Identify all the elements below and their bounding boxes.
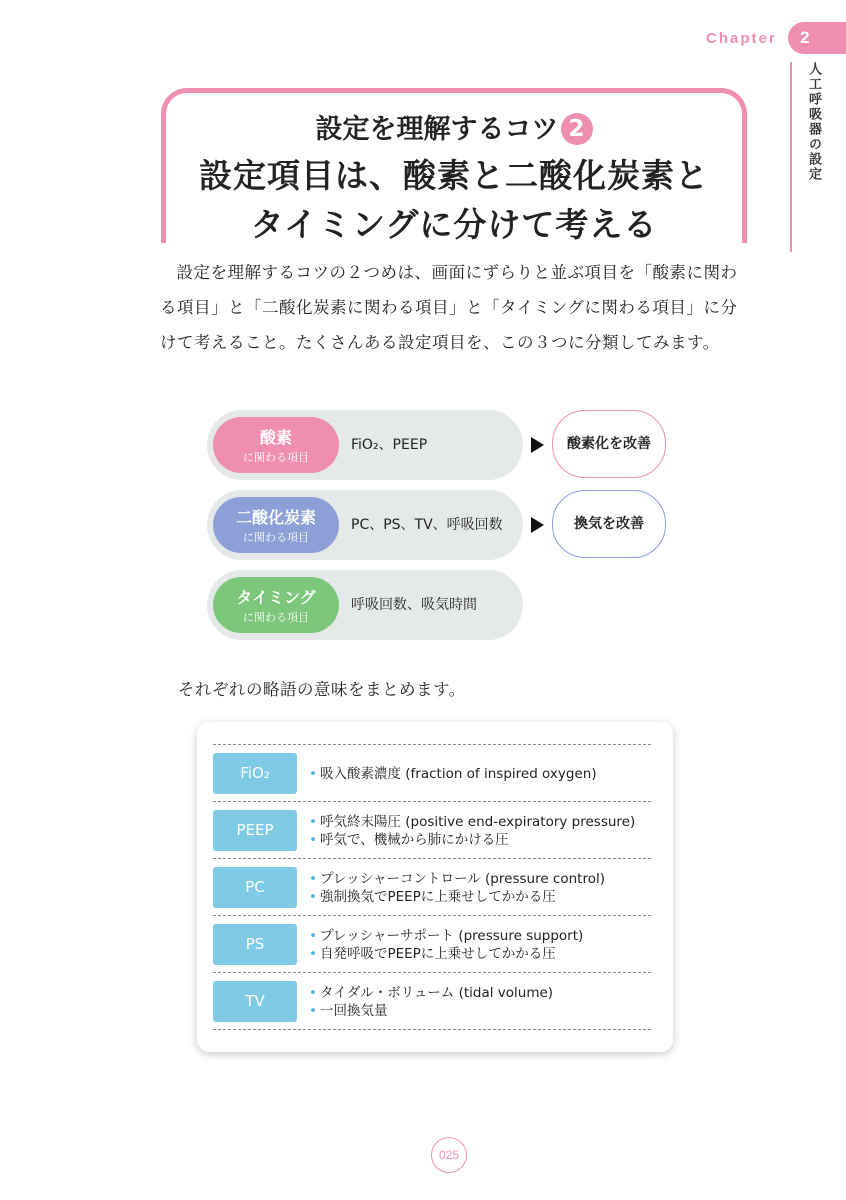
abbr-key: PS: [213, 924, 297, 965]
bullet-icon: •: [309, 765, 317, 782]
bullet-icon: •: [309, 813, 317, 830]
abbreviation-card: [197, 722, 673, 1052]
abbr-definition-text: タイダル・ボリューム (tidal volume): [319, 984, 554, 1001]
title-kicker-text: 設定を理解するコツ: [315, 114, 559, 145]
abbr-definition: [309, 870, 605, 888]
category-pill-timing: [213, 577, 339, 633]
abbr-definition-text: プレッシャーコントロール (pressure control): [319, 870, 605, 887]
abbr-row-tv: [213, 972, 651, 1030]
category-pill-oxygen: [213, 417, 339, 473]
category-row-oxygen: [207, 410, 523, 480]
abbr-definition-text: 強制換気でPEEPに上乗せしてかかる圧: [319, 888, 556, 905]
abbr-definition: [309, 765, 597, 783]
abbr-definition: [309, 813, 635, 831]
abbr-row-peep: [213, 801, 651, 859]
abbr-row-pc: [213, 858, 651, 916]
arrow-right-icon: [531, 517, 544, 533]
category-name: タイミング: [236, 588, 316, 607]
result-ventilation: 換気を改善: [552, 490, 666, 558]
abbr-definitions: [309, 916, 583, 973]
abbr-key: FiO₂: [213, 753, 297, 794]
abbr-row-ps: [213, 915, 651, 973]
title-line-2: タイミングに分けて考える: [250, 205, 658, 244]
chapter-number-tab: 2: [788, 22, 846, 54]
abbr-definitions: [309, 745, 597, 802]
category-items: 呼吸回数、吸気時間: [351, 597, 477, 613]
chapter-label: Chapter: [706, 30, 777, 47]
page-number: 025: [431, 1137, 467, 1173]
category-pill-co2: [213, 497, 339, 553]
abbr-row-fio2: [213, 744, 651, 802]
title-line-1: 設定項目は、酸素と二酸化炭素と: [199, 156, 709, 195]
abbr-definitions: [309, 859, 605, 916]
abbr-definition-text: プレッシャーサポート (pressure support): [319, 927, 584, 944]
abbr-definition-text: 一回換気量: [319, 1002, 388, 1019]
body-paragraph: 設定を理解するコツの２つめは、画面にずらりと並ぶ項目を「酸素に関わる項目」と「二酸化炭素に関わる項目」と「タイミングに関わる項目」に分けて考えること。たくさんある設定項目を、この３つに分類してみます。: [160, 263, 738, 352]
title-number-badge: 2: [561, 113, 593, 145]
category-row-co2: [207, 490, 523, 560]
abbr-key: PEEP: [213, 810, 297, 851]
bullet-icon: •: [309, 984, 317, 1001]
abbr-definition-text: 吸入酸素濃度 (fraction of inspired oxygen): [319, 765, 597, 782]
bullet-icon: •: [309, 927, 317, 944]
bullet-icon: •: [309, 831, 317, 848]
category-sub: に関わる項目: [243, 531, 309, 544]
side-rule: [790, 62, 792, 252]
bullet-icon: •: [309, 888, 317, 905]
abbr-table-bottom-rule: [213, 1029, 651, 1030]
abbr-definition: [309, 984, 553, 1002]
category-items: PC、PS、TV、呼吸回数: [351, 517, 503, 533]
abbr-key: TV: [213, 981, 297, 1022]
abbr-definitions: [309, 973, 553, 1030]
abbr-definition: [309, 945, 583, 963]
category-name: 酸素: [259, 428, 292, 447]
abbr-definition-text: 自発呼吸でPEEPに上乗せしてかかる圧: [319, 945, 556, 962]
abbreviation-intro: それぞれの略語の意味をまとめます。: [178, 680, 466, 699]
title-box: [161, 88, 747, 243]
abbr-definition-text: 呼気終末陽圧 (positive end-expiratory pressure): [319, 813, 636, 830]
side-chapter-title: 人工呼吸器の設定: [806, 62, 821, 182]
category-sub: に関わる項目: [243, 611, 309, 624]
abbr-definitions: [309, 802, 635, 859]
category-items: FiO₂、PEEP: [351, 437, 428, 453]
bullet-icon: •: [309, 870, 317, 887]
category-name: 二酸化炭素: [235, 508, 316, 527]
arrow-right-icon: [531, 437, 544, 453]
abbr-definition: [309, 831, 635, 849]
abbr-key: PC: [213, 867, 297, 908]
abbr-definition: [309, 888, 605, 906]
abbr-definition: [309, 1002, 553, 1020]
category-sub: に関わる項目: [243, 451, 309, 464]
result-oxygenation: 酸素化を改善: [552, 410, 666, 478]
bullet-icon: •: [309, 1002, 317, 1019]
bullet-icon: •: [309, 945, 317, 962]
title-kicker: [166, 107, 742, 146]
category-row-timing: [207, 570, 523, 640]
abbr-definition-text: 呼気で、機械から肺にかける圧: [319, 831, 509, 848]
abbr-definition: [309, 927, 583, 945]
